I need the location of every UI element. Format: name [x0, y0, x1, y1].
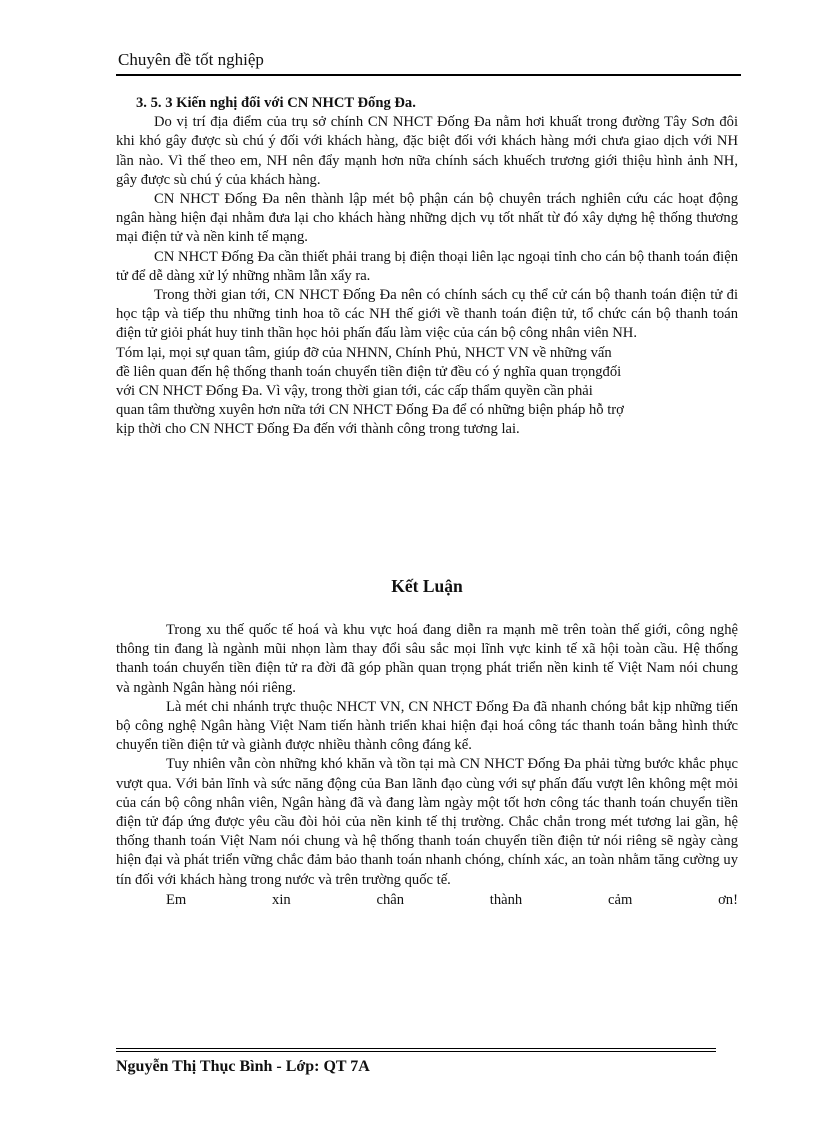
- footer-author: Nguyễn Thị Thục Bình - Lớp: QT 7A: [116, 1058, 370, 1075]
- thanks-word: thành: [489, 891, 523, 908]
- conclusion-paragraph-3: Tuy nhiên vẫn còn những khó khăn và tồn tại mà CN NHCT Đống Đa phải từng bước khắc phục vượt qua. Với bản lĩnh và sức năng động của Ban lãnh đạo cùng với sự phấn đấu vượt lên không mệt mỏi của cán bộ công nhân viên, Ngân hàng đã và đang làm ngày một tốt hơn công tác thanh toán chuyển tiền điện tử đáp ứng được yêu cầu đòi hỏi của nền kinh tế thị trường. Chắc chắn trong mét tương lai gần, hệ thống thanh toán Việt Nam nói chung và hệ thống thanh toán chuyển tiền điện tử nói riêng sẽ ngày càng hiện đại và phát triển vững chắc đảm bảo thanh toán nhanh chóng, chính xác, an toàn nhằm tăng cường uy tín đối với khách hàng trong nước và trên trường quốc tế.: [116, 756, 738, 888]
- conclusion-title: Kết Luận: [391, 576, 463, 596]
- thanks-word: cảm: [608, 891, 633, 908]
- thanks-word: chân: [376, 891, 405, 908]
- thanks-word: ơn!: [718, 891, 738, 908]
- thanks-word: xin: [272, 891, 291, 908]
- paragraph-training: Trong thời gian tới, CN NHCT Đống Đa nên có chính sách cụ thể cử cán bộ thanh toán điện tử đi học tập và tiếp thu những tinh hoa tõ các NH thế giới về thanh toán điện tử, tổ chức cán bộ thanh toán điện tử giỏi phát huy tinh thần học hỏi phấn đấu làm việc của cán bộ công nhân viên NH.: [116, 287, 738, 342]
- conclusion-body: [116, 621, 738, 910]
- thanks-word: Em: [166, 891, 187, 908]
- summary-line: kịp thời cho CN NHCT Đống Đa đến với thành công trong tương lai.: [116, 421, 520, 438]
- paragraph-department: CN NHCT Đống Đa nên thành lập mét bộ phận cán bộ chuyên trách nghiên cứu các hoạt động ngân hàng hiện đại nhằm đưa lại cho khách hàng những dịch vụ tốt nhất từ đó xây dựng hệ thống thương mại điện tử và nền kinh tế mạng.: [116, 191, 738, 246]
- conclusion-paragraph-1: Trong xu thế quốc tế hoá và khu vực hoá đang diễn ra mạnh mẽ trên toàn thế giới, công nghệ thông tin đang là ngành mũi nhọn làm thay đổi sâu sắc mọi lĩnh vực kinh tế xã hội toàn cầu. Hệ thống thanh toán chuyển tiền điện tử ra đời đã góp phần quan trọng phát triển nền kinh tế Việt Nam nói chung và ngành Ngân hàng nói riêng.: [116, 622, 738, 696]
- paragraph-summary: [116, 344, 738, 440]
- summary-line: với CN NHCT Đống Đa. Vì vậy, trong thời gian tới, các cấp thẩm quyền cần phải: [116, 383, 593, 400]
- summary-line: quan tâm thường xuyên hơn nữa tới CN NHCT Đống Đa để có những biện pháp hỗ trợ: [116, 402, 624, 419]
- paragraph-location: Do vị trí địa điểm của trụ sở chính CN NHCT Đống Đa nằm hơi khuất trong đường Tây Sơn đôi khi khó gây được sù chú ý đối với khách hàng, đặc biệt đối với khách hàng mới chưa giao dịch với NH lần nào. Vì thế theo em, NH nên đẩy mạnh hơn nữa chính sách khuếch trương giới thiệu hình ảnh NH, gây được sù chú ý của khách hàng.: [116, 114, 738, 188]
- section-heading: 3. 5. 3 Kiến nghị đối với CN NHCT Đống Đa.: [136, 95, 416, 111]
- paragraph-phone: CN NHCT Đống Đa cần thiết phải trang bị điện thoại liên lạc ngoại tỉnh cho cán bộ thanh toán điện tử để dễ dàng xử lý những nhầm lẫn xẩy ra.: [116, 248, 738, 284]
- summary-line: Tóm lại, mọi sự quan tâm, giúp đỡ của NHNN, Chính Phủ, NHCT VN về những vấn: [116, 344, 612, 361]
- thanks-line: [116, 891, 738, 910]
- footer-divider: [116, 1048, 716, 1052]
- conclusion-paragraph-2: Là mét chi nhánh trực thuộc NHCT VN, CN NHCT Đống Đa đã nhanh chóng bắt kịp những tiến bộ công nghệ Ngân hàng Việt Nam tiến hành triển khai hiện đại hoá công tác thanh toán bằng hình thức chuyển tiền điện tử và giành được nhiều thành công đáng kể.: [116, 698, 738, 754]
- header-title: Chuyên đề tốt nghiệp: [118, 50, 264, 69]
- summary-line: đề liên quan đến hệ thống thanh toán chuyển tiền điện tử đều có ý nghĩa quan trọngđối: [116, 363, 622, 380]
- section-body: [116, 94, 738, 440]
- page-header: [116, 50, 741, 76]
